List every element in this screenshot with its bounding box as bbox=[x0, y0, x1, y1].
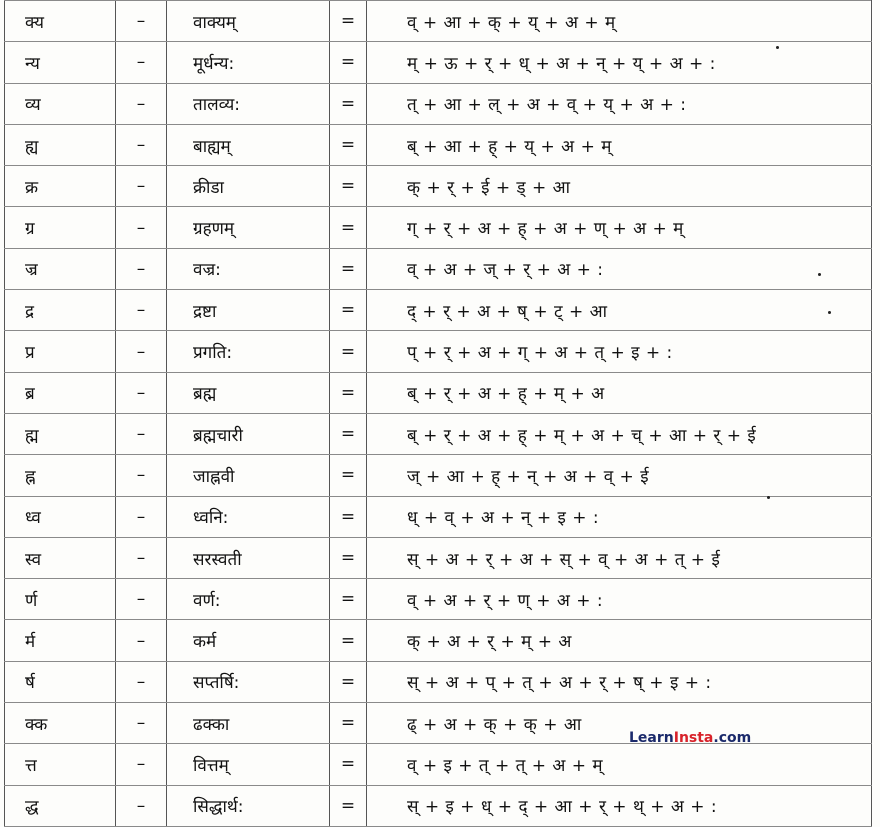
conjunct-cell: ज्र bbox=[5, 248, 116, 289]
conjunct-table bbox=[4, 0, 872, 827]
breakdown-cell: व् + अ + र् + ण् + अ + : bbox=[367, 579, 872, 620]
watermark-learn: Learn bbox=[629, 730, 674, 746]
table-row bbox=[5, 83, 872, 124]
table-row bbox=[5, 331, 872, 372]
table-row bbox=[5, 413, 872, 454]
conjunct-cell: र्म bbox=[5, 620, 116, 661]
dash-cell: – bbox=[116, 42, 167, 83]
dash-cell: – bbox=[116, 455, 167, 496]
conjunct-cell: स्व bbox=[5, 537, 116, 578]
example-word-cell: ग्रहणम् bbox=[167, 207, 330, 248]
equals-cell: = bbox=[330, 496, 367, 537]
dash-cell: – bbox=[116, 207, 167, 248]
conjunct-cell: द्ध bbox=[5, 785, 116, 826]
dash-cell: – bbox=[116, 372, 167, 413]
equals-cell: = bbox=[330, 744, 367, 785]
dash-cell: – bbox=[116, 537, 167, 578]
table-row bbox=[5, 661, 872, 702]
example-word-cell: जाह्नवी bbox=[167, 455, 330, 496]
dash-cell: – bbox=[116, 785, 167, 826]
equals-cell: = bbox=[330, 785, 367, 826]
equals-cell: = bbox=[330, 124, 367, 165]
conjunct-cell: र्ष bbox=[5, 661, 116, 702]
table-row bbox=[5, 537, 872, 578]
dash-cell: – bbox=[116, 1, 167, 42]
conjunct-cell: क्र bbox=[5, 166, 116, 207]
dash-cell: – bbox=[116, 83, 167, 124]
example-word-cell: सप्तर्षि: bbox=[167, 661, 330, 702]
table-row bbox=[5, 166, 872, 207]
equals-cell: = bbox=[330, 83, 367, 124]
breakdown-cell: ध् + व् + अ + न् + इ + : bbox=[367, 496, 872, 537]
equals-cell: = bbox=[330, 331, 367, 372]
dash-cell: – bbox=[116, 496, 167, 537]
breakdown-cell: ब् + र् + अ + ह् + म् + अ bbox=[367, 372, 872, 413]
conjunct-cell: त्त bbox=[5, 744, 116, 785]
ink-speck bbox=[767, 496, 770, 499]
example-word-cell: ब्रह्म bbox=[167, 372, 330, 413]
watermark-com: .com bbox=[713, 730, 752, 746]
dash-cell: – bbox=[116, 661, 167, 702]
example-word-cell: ब्रह्मचारी bbox=[167, 413, 330, 454]
table-row bbox=[5, 1, 872, 42]
equals-cell: = bbox=[330, 413, 367, 454]
equals-cell: = bbox=[330, 207, 367, 248]
breakdown-cell: क् + र् + ई + ड् + आ bbox=[367, 166, 872, 207]
table-row bbox=[5, 455, 872, 496]
breakdown-cell: ब् + आ + ह् + य् + अ + म् bbox=[367, 124, 872, 165]
example-word-cell: वाक्यम् bbox=[167, 1, 330, 42]
equals-cell: = bbox=[330, 372, 367, 413]
conjunct-cell: न्य bbox=[5, 42, 116, 83]
watermark bbox=[629, 730, 751, 746]
table-row bbox=[5, 744, 872, 785]
ink-speck bbox=[828, 311, 831, 314]
table-row bbox=[5, 290, 872, 331]
breakdown-cell: ढ् + अ + क् + क् + आ bbox=[367, 703, 872, 744]
dash-cell: – bbox=[116, 124, 167, 165]
equals-cell: = bbox=[330, 661, 367, 702]
ink-speck bbox=[776, 46, 779, 49]
conjunct-cell: द्र bbox=[5, 290, 116, 331]
conjunct-cell: क्क bbox=[5, 703, 116, 744]
dash-cell: – bbox=[116, 413, 167, 454]
dash-cell: – bbox=[116, 579, 167, 620]
table-row bbox=[5, 579, 872, 620]
breakdown-cell: व् + अ + ज् + र् + अ + : bbox=[367, 248, 872, 289]
conjunct-cell: व्य bbox=[5, 83, 116, 124]
example-word-cell: प्रगति: bbox=[167, 331, 330, 372]
conjunct-cell: ब्र bbox=[5, 372, 116, 413]
dash-cell: – bbox=[116, 248, 167, 289]
example-word-cell: सरस्वती bbox=[167, 537, 330, 578]
example-word-cell: वज्र: bbox=[167, 248, 330, 289]
ink-speck bbox=[818, 273, 821, 276]
example-word-cell: वर्ण: bbox=[167, 579, 330, 620]
example-word-cell: कर्म bbox=[167, 620, 330, 661]
conjunct-cell: ग्र bbox=[5, 207, 116, 248]
breakdown-cell: ग् + र् + अ + ह् + अ + ण् + अ + म् bbox=[367, 207, 872, 248]
conjunct-cell: ह्म bbox=[5, 413, 116, 454]
breakdown-cell: ज् + आ + ह् + न् + अ + व् + ई bbox=[367, 455, 872, 496]
equals-cell: = bbox=[330, 1, 367, 42]
breakdown-cell: म् + ऊ + र् + ध् + अ + न् + य् + अ + : bbox=[367, 42, 872, 83]
breakdown-cell: व् + आ + क् + य् + अ + म् bbox=[367, 1, 872, 42]
dash-cell: – bbox=[116, 166, 167, 207]
table-row bbox=[5, 42, 872, 83]
breakdown-cell: स् + इ + ध् + द् + आ + र् + थ् + अ + : bbox=[367, 785, 872, 826]
conjunct-cell: ह्न bbox=[5, 455, 116, 496]
equals-cell: = bbox=[330, 579, 367, 620]
dash-cell: – bbox=[116, 744, 167, 785]
example-word-cell: द्रष्टा bbox=[167, 290, 330, 331]
table-row bbox=[5, 620, 872, 661]
breakdown-cell: त् + आ + ल् + अ + व् + य् + अ + : bbox=[367, 83, 872, 124]
table-row bbox=[5, 248, 872, 289]
dash-cell: – bbox=[116, 290, 167, 331]
breakdown-cell: ब् + र् + अ + ह् + म् + अ + च् + आ + र् + ई bbox=[367, 413, 872, 454]
example-word-cell: तालव्य: bbox=[167, 83, 330, 124]
equals-cell: = bbox=[330, 703, 367, 744]
breakdown-cell: प् + र् + अ + ग् + अ + त् + इ + : bbox=[367, 331, 872, 372]
equals-cell: = bbox=[330, 537, 367, 578]
conjunct-cell: प्र bbox=[5, 331, 116, 372]
breakdown-cell: द् + र् + अ + ष् + ट् + आ bbox=[367, 290, 872, 331]
example-word-cell: मूर्धन्य: bbox=[167, 42, 330, 83]
breakdown-cell: स् + अ + र् + अ + स् + व् + अ + त् + ई bbox=[367, 537, 872, 578]
breakdown-cell: क् + अ + र् + म् + अ bbox=[367, 620, 872, 661]
equals-cell: = bbox=[330, 290, 367, 331]
equals-cell: = bbox=[330, 455, 367, 496]
equals-cell: = bbox=[330, 620, 367, 661]
breakdown-cell: स् + अ + प् + त् + अ + र् + ष् + इ + : bbox=[367, 661, 872, 702]
dash-cell: – bbox=[116, 331, 167, 372]
example-word-cell: सिद्धार्थ: bbox=[167, 785, 330, 826]
breakdown-cell: व् + इ + त् + त् + अ + म् bbox=[367, 744, 872, 785]
conjunct-cell: ह्य bbox=[5, 124, 116, 165]
conjunct-cell: र्ण bbox=[5, 579, 116, 620]
equals-cell: = bbox=[330, 42, 367, 83]
watermark-insta: Insta bbox=[673, 730, 714, 746]
conjunct-cell: ध्व bbox=[5, 496, 116, 537]
table-row bbox=[5, 124, 872, 165]
example-word-cell: वित्तम् bbox=[167, 744, 330, 785]
example-word-cell: ध्वनि: bbox=[167, 496, 330, 537]
example-word-cell: क्रीडा bbox=[167, 166, 330, 207]
equals-cell: = bbox=[330, 248, 367, 289]
equals-cell: = bbox=[330, 166, 367, 207]
example-word-cell: ढक्का bbox=[167, 703, 330, 744]
dash-cell: – bbox=[116, 703, 167, 744]
conjunct-cell: क्य bbox=[5, 1, 116, 42]
example-word-cell: बाह्यम् bbox=[167, 124, 330, 165]
table-row bbox=[5, 496, 872, 537]
dash-cell: – bbox=[116, 620, 167, 661]
table-row bbox=[5, 372, 872, 413]
table-row bbox=[5, 207, 872, 248]
conjunct-table-body bbox=[5, 1, 872, 827]
